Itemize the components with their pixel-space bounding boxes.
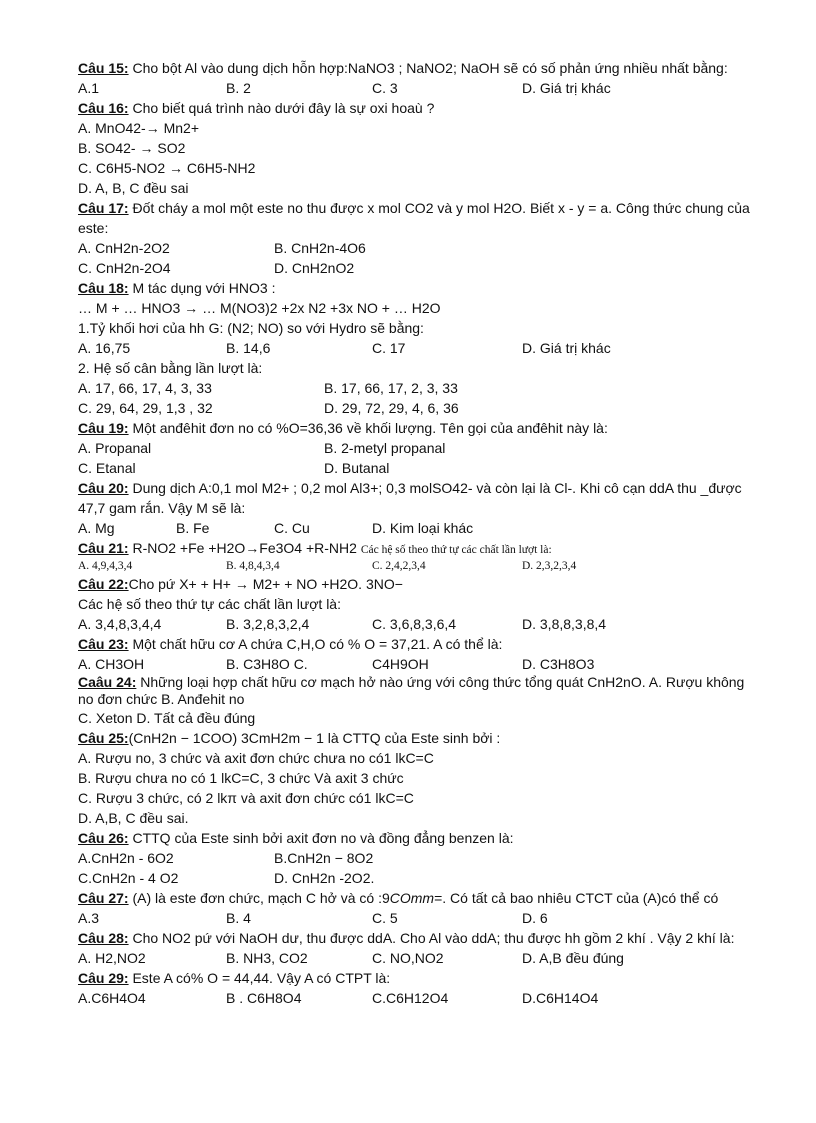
answer-row — [78, 848, 760, 868]
option-b: B. 4 — [226, 910, 251, 926]
option-a: A.C6H4O4 — [78, 990, 146, 1006]
option-d: D. A,B, C đều sai. — [78, 810, 189, 826]
option-c: C. NO,NO2 — [372, 950, 444, 966]
question-text: Một chất hữu cơ A chứa C,H,O có % O = 37,21. A có thể là: — [128, 636, 503, 652]
option-a: A. Propanal — [78, 440, 152, 456]
question-label: Câu 22: — [78, 576, 129, 592]
question-text: R-NO2 +Fe +H2O→Fe3O4 +R-NH2 — [128, 540, 361, 556]
option-d: D. Giá trị khác — [522, 340, 611, 356]
option-a: A. CnH2n-2O2 — [78, 240, 170, 256]
question-29 — [78, 968, 760, 988]
option-d: D. C3H8O3 — [522, 656, 595, 672]
question-24 — [78, 674, 760, 708]
answer-row — [78, 908, 760, 928]
option-c: C. 3 — [372, 80, 398, 96]
question-label: Câu 16: — [78, 100, 129, 116]
sub-question-2: 2. Hệ số cân bằng lần lượt là: — [78, 360, 263, 376]
option-a: A.3 — [78, 910, 100, 926]
option-b: B. NH3, CO2 — [226, 950, 308, 966]
option-b: B. 3,2,8,3,2,4 — [226, 616, 310, 632]
option-b: B. C3H8O C. — [226, 656, 308, 672]
question-label: Câu 17: — [78, 200, 129, 216]
option-a: A. H2,NO2 — [78, 950, 146, 966]
question-20 — [78, 478, 760, 518]
question-text: CTTQ của Este sinh bởi axit đơn no và đồng đẳng benzen là: — [128, 830, 514, 846]
question-label: Câu 15: — [78, 60, 129, 76]
option-b: B. 17, 66, 17, 2, 3, 33 — [324, 380, 458, 396]
option-c: C. 3,6,8,3,6,4 — [372, 616, 457, 632]
option-c: C. CnH2n-2O4 — [78, 260, 171, 276]
option-b: B . C6H8O4 — [226, 990, 302, 1006]
option-d: D. 2,3,2,3,4 — [522, 560, 577, 572]
question-17 — [78, 198, 760, 238]
question-25 — [78, 728, 760, 748]
question-27 — [78, 888, 760, 908]
option-d: D. Kim loại khác — [372, 520, 474, 536]
option-a: A. 3,4,8,3,4,4 — [78, 616, 162, 632]
question-22 — [78, 574, 760, 594]
option-a: A. 16,75 — [78, 340, 131, 356]
question-16 — [78, 98, 760, 118]
answer-row — [78, 338, 760, 358]
answer-row — [78, 378, 760, 398]
question-text: Dung dịch A:0,1 mol M2+ ; 0,2 mol Al3+; 0,3 molSO42- và còn lại là Cl-. Khi cô cạn ddA thu _được 47,7 gam rắn. Vậy M sẽ là: — [78, 480, 742, 516]
answer-row — [78, 948, 760, 968]
question-label: Câu 25: — [78, 730, 129, 746]
option-b: B. Rượu chưa no có 1 lkC=C, 3 chức Và axit 3 chức — [78, 770, 404, 786]
answer-row — [78, 518, 760, 538]
option-d: D.C6H14O4 — [522, 990, 599, 1006]
answer-row — [78, 78, 760, 98]
option-c: C.CnH2n - 4 O2 — [78, 870, 179, 886]
sub-question-1: 1.Tỷ khối hơi của hh G: (N2; NO) so với Hydro sẽ bằng: — [78, 320, 424, 336]
option-a: A. Rượu no, 3 chức và axit đơn chức chưa no có1 lkC=C — [78, 750, 434, 766]
question-text: (A) là este đơn chức, mạch C hở và có :9 — [128, 890, 390, 906]
answer-row — [78, 614, 760, 634]
question-21 — [78, 538, 760, 558]
question-text: Cho NO2 pứ với NaOH dư, thu được ddA. Cho Al vào ddA; thu được hh gồm 2 khí . Vậy 2 khí là: — [128, 930, 735, 946]
option-b: B. 2-metyl propanal — [324, 440, 446, 456]
question-label: Câu 23: — [78, 636, 129, 652]
question-label: Câu 29: — [78, 970, 129, 986]
answer-row — [78, 258, 760, 278]
question-24-options: C. Xeton D. Tất cả đều đúng — [78, 710, 256, 726]
question-text: Este A có% O = 44,44. Vậy A có CTPT là: — [128, 970, 391, 986]
option-c: C4H9OH — [372, 656, 429, 672]
option-b: B. 2 — [226, 80, 251, 96]
option-d: D. CnH2n -2O2. — [274, 870, 375, 886]
option-a: A. 17, 66, 17, 4, 3, 33 — [78, 380, 212, 396]
answer-row — [78, 558, 760, 574]
question-text-2: Các hệ số theo thứ tự các chất lần lượt là: — [360, 544, 552, 556]
answer-row — [78, 988, 760, 1008]
option-d: D. 29, 72, 29, 4, 6, 36 — [324, 400, 459, 416]
option-a: A. CH3OH — [78, 656, 145, 672]
option-b: B. 14,6 — [226, 340, 271, 356]
option-b: B. CnH2n-4O6 — [274, 240, 366, 256]
option-c: C. 2,4,2,3,4 — [372, 560, 426, 572]
answer-row — [78, 398, 760, 418]
option-a: A.CnH2n - 6O2 — [78, 850, 174, 866]
option-c: C. Rượu 3 chức, có 2 lkπ và axit đơn chức có1 lkC=C — [78, 790, 414, 806]
option-d: D. Butanal — [324, 460, 390, 476]
option-c: C. Cu — [274, 520, 310, 536]
answer-row — [78, 238, 760, 258]
question-19 — [78, 418, 760, 438]
option-a: A. MnO42-→ Mn2+ — [78, 120, 199, 136]
option-b: B. 4,8,4,3,4 — [226, 560, 280, 572]
question-text: Cho bột Al vào dung dịch hỗn hợp:NaNO3 ; NaNO2; NaOH sẽ có số phản ứng nhiều nhất bằng: — [128, 60, 728, 76]
question-text: Đốt cháy a mol một este no thu được x mol CO2 và y mol H2O. Biết x - y = a. Công thức chung của este: — [78, 200, 750, 236]
question-label: Câu 20: — [78, 480, 129, 496]
answer-row — [78, 868, 760, 888]
question-text: Những loại hợp chất hữu cơ mạch hở nào ứng với công thức tổng quát CnH2nO. A. Rượu không no đơn chức B. Anđehit no — [78, 674, 745, 707]
exam-page — [78, 58, 760, 1008]
reaction-equation: … M + … HNO3 → … M(NO3)2 +2x N2 +3x NO + … H2O — [78, 300, 441, 316]
question-text: Cho biết quá trình nào dưới đây là sự oxi hoaù ? — [128, 100, 435, 116]
option-c: C. 17 — [372, 340, 406, 356]
sub-question: Các hệ số theo thứ tự các chất lần lượt là: — [78, 596, 341, 612]
question-text-2: =. Có tất cả bao nhiêu CTCT của (A)có thể có — [434, 890, 719, 906]
option-d: D. 6 — [522, 910, 548, 926]
answer-row — [78, 654, 760, 674]
question-26 — [78, 828, 760, 848]
option-d: D. A,B đều đúng — [522, 950, 624, 966]
option-d: D. Giá trị khác — [522, 80, 611, 96]
option-d: D. 3,8,8,3,8,4 — [522, 616, 607, 632]
option-d: D. A, B, C đều sai — [78, 180, 189, 196]
option-c: C. 29, 64, 29, 1,3 , 32 — [78, 400, 213, 416]
question-label: Câu 27: — [78, 890, 129, 906]
option-c: C.C6H12O4 — [372, 990, 449, 1006]
answer-row — [78, 458, 760, 478]
question-23 — [78, 634, 760, 654]
question-28 — [78, 928, 760, 948]
option-b: B. Fe — [176, 520, 210, 536]
option-c: C. 5 — [372, 910, 398, 926]
option-b: B. SO42- → SO2 — [78, 140, 186, 156]
option-c: C. Etanal — [78, 460, 136, 476]
question-text: M tác dụng với HNO3 : — [128, 280, 276, 296]
question-label: Câu 19: — [78, 420, 129, 436]
question-label: Câu 26: — [78, 830, 129, 846]
question-18 — [78, 278, 760, 298]
question-text: (CnH2n − 1COO) 3CmH2m − 1 là CTTQ của Este sinh bởi : — [128, 730, 501, 746]
question-label: Caâu 24: — [78, 674, 137, 690]
question-text: Một anđêhit đơn no có %O=36,36 về khối lượng. Tên gọi của anđêhit này là: — [128, 420, 608, 436]
option-a: A. 4,9,4,3,4 — [78, 560, 133, 572]
option-a: A.1 — [78, 80, 100, 96]
question-label: Câu 28: — [78, 930, 129, 946]
question-label: Câu 18: — [78, 280, 129, 296]
option-a: A. Mg — [78, 520, 115, 536]
question-text: Cho pứ X+ + H+ → M2+ + NO +H2O. 3NO− — [128, 576, 403, 592]
option-b: B.CnH2n − 8O2 — [274, 850, 374, 866]
option-c: C. C6H5-NO2 → C6H5-NH2 — [78, 160, 256, 176]
question-formula: COmm — [389, 890, 435, 906]
question-15 — [78, 58, 760, 78]
answer-row — [78, 438, 760, 458]
question-label: Câu 21: — [78, 540, 129, 556]
option-d: D. CnH2nO2 — [274, 260, 355, 276]
